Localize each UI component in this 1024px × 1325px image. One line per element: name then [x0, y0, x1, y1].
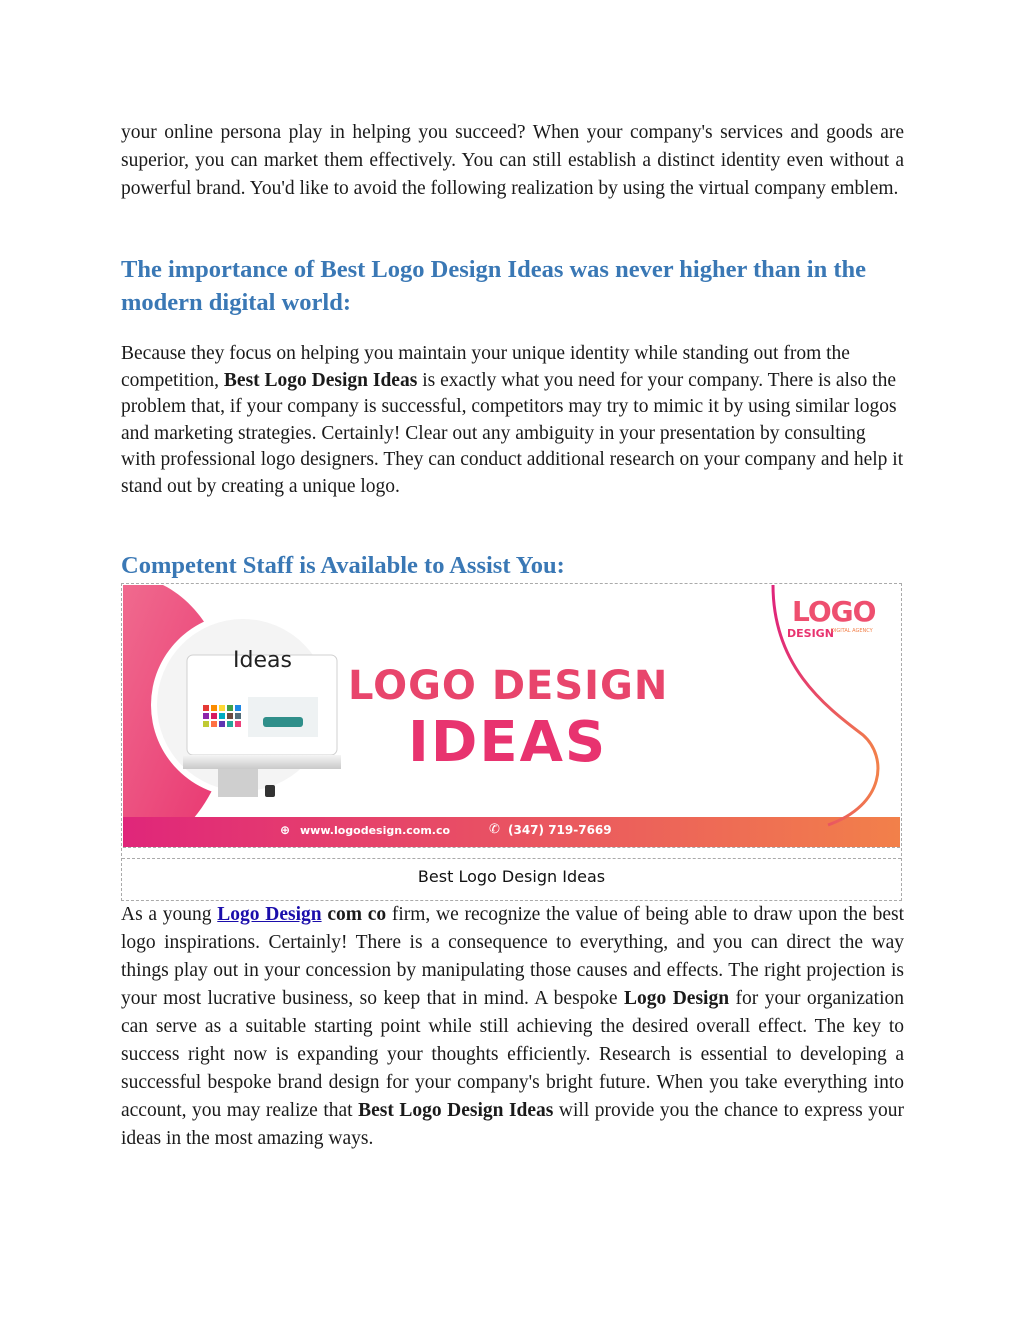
phone-icon: ✆ [489, 822, 500, 837]
para3-text-end: will provide you the chance to express your ideas in the most amazing ways. [121, 1100, 904, 1149]
para2-bold-keyword: Best Logo Design Ideas [223, 369, 418, 391]
monitor-stand [218, 769, 258, 797]
banner-image [123, 585, 900, 848]
section-heading-importance: The importance of Best Logo Design Ideas was never higher than in the modern digital world: [121, 256, 867, 316]
monitor-chin [183, 755, 341, 769]
para3-bold-keyword: Best Logo Design Ideas [358, 1100, 554, 1121]
brand-logo-top: LOGO [792, 595, 876, 628]
para3-bold-domain: com co [321, 904, 387, 925]
brand-logo-tag: DIGITAL AGENCY [831, 628, 873, 634]
banner-title-line1: LOGO DESIGN [348, 663, 669, 709]
footer-phone: (347) 719-7669 [508, 823, 612, 837]
intro-paragraph: your online persona play in helping you succeed? When your company's services and goods are superior, you can market them effectively. You can still establish a distinct identity even without a powerful brand. You'd like to avoid the following realization by using the virtual company emblem. [121, 122, 904, 199]
para3-bold-logo-design: Logo Design [624, 988, 730, 1009]
caption-cell [122, 858, 901, 901]
para3-text-mid2: for your organization can serve as a suitable starting point while still achieving the desired overall effect. The key to success right now is expanding your thoughts efficiently. Research is essential to developing a successful bespoke brand design for your company's bright future. When you take everything into account, you may realize that [121, 988, 904, 1121]
banner-title-line2: IDEAS [408, 710, 608, 775]
figure-table [121, 583, 902, 901]
importance-paragraph [121, 341, 904, 500]
logo-design-link[interactable]: Logo Design [217, 904, 322, 925]
screen-ideas-label: Ideas [233, 648, 292, 673]
para2-text-start: Because they focus on helping you maintain your unique identity while standing out from the competition, [121, 343, 850, 391]
logo-design-paragraph [121, 901, 904, 1153]
globe-icon: ⊕ [280, 823, 291, 837]
section-heading-staff: Competent Staff is Available to Assist You: [121, 552, 565, 579]
para3-text-mid1: firm, we recognize the value of being able to draw upon the best logo inspirations. Certainly! There is a consequence to everything, and you can direct the way things play out in your concession by manipulating those causes and effects. The right projection is your most lucrative business, so keep that in mind. A bespoke [121, 904, 904, 1009]
footer-website: www.logodesign.com.co [300, 824, 451, 837]
para2-text-end: is exactly what you need for your company. There is also the problem that, if your company is successful, competitors may try to mimic it by using similar logos and marketing strategies. Certainly! Clear out any ambiguity in your presentation by consulting with professional logo designers. They can conduct additional research on your company and help it stand out by creating a unique logo. [121, 369, 904, 497]
para3-text-start: As a young [121, 904, 218, 925]
brand-logo-bottom: DESIGN [787, 627, 834, 640]
figure-caption: Best Logo Design Ideas [417, 867, 606, 886]
